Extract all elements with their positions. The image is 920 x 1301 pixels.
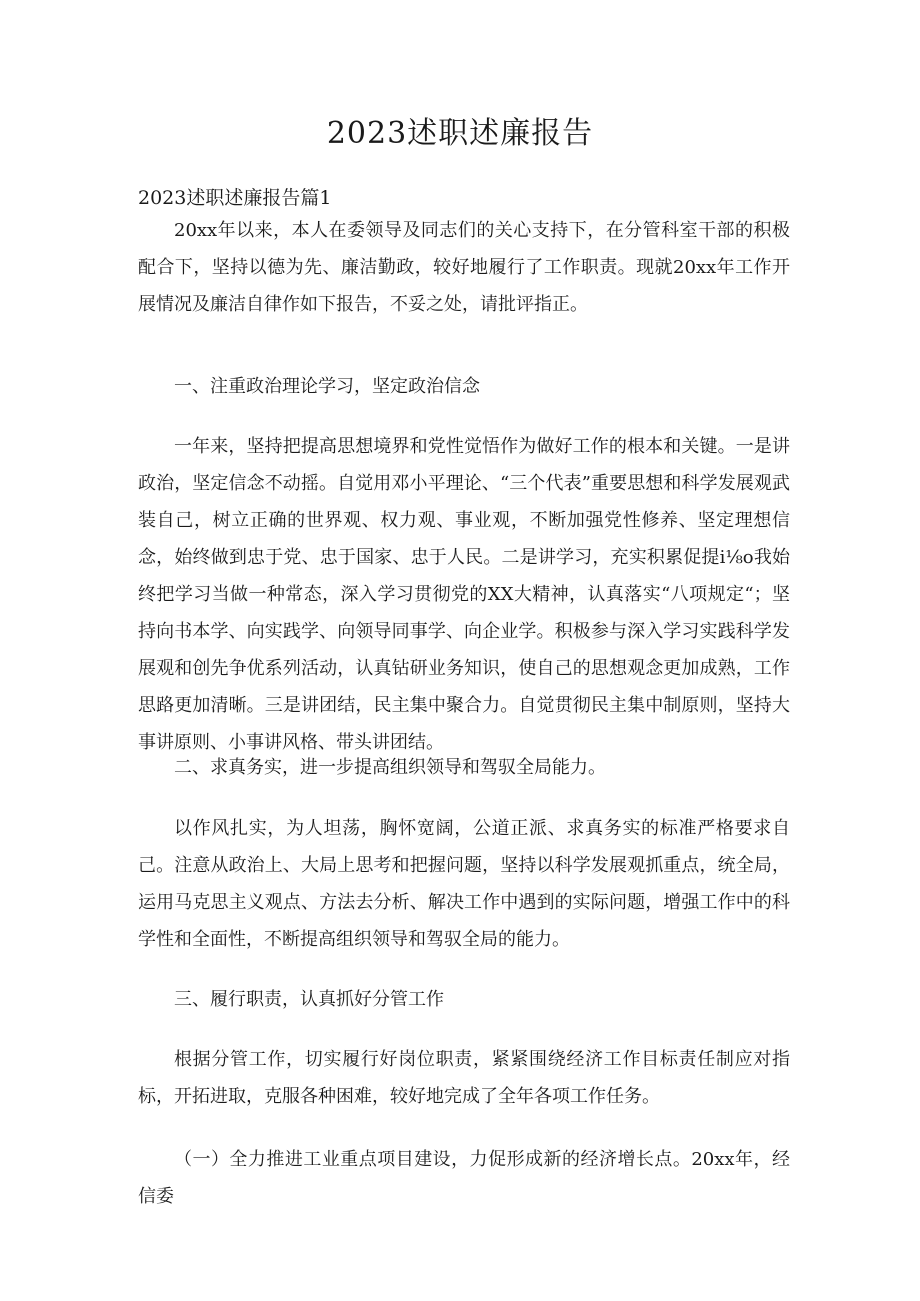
section-3-subitem-paragraph: （一）全力推进工业重点项目建设，力促形成新的经济增长点。20xx年，经信委 xyxy=(138,1149,790,1207)
intro-paragraph: 20xx年以来，本人在委领导及同志们的关心支持下，在分管科室干部的积极配合下，坚持以德为先、廉洁勤政，较好地履行了工作职责。现就20xx年工作开展情况及廉洁自律作如下报告，不妥之处，请批评指正。 xyxy=(138,220,790,315)
section-heading-3: 三、履行职责，认真抓好分管工作 xyxy=(174,989,444,1010)
section-3-paragraph: 根据分管工作，切实履行好岗位职责，紧紧围绕经济工作目标责任制应对指标，开拓进取，克服各种困难，较好地完成了全年各项工作任务。 xyxy=(138,1049,790,1107)
section-subtitle: 2023述职述廉报告篇1 xyxy=(138,187,332,209)
document-title: 2023述职述廉报告 xyxy=(326,116,594,151)
section-heading-1: 一、注重政治理论学习，坚定政治信念 xyxy=(174,376,480,397)
section-1-paragraph: 一年来，坚持把提高思想境界和党性觉悟作为做好工作的根本和关键。一是讲政治，坚定信念不动摇。自觉用邓小平理论、“三个代表”重要思想和科学发展观武装自己，树立正确的世界观、权力观、事业观，不断加强党性修养、坚定理想信念，始终做到忠于党、忠于国家、忠于人民。二是讲学习，充实积累促提i⅛o我始终把学习当做一种常态，深入学习贯彻党的XX大精神，认真落实“八项规定“；坚持向书本学、向实践学、向领导同事学、向企业学。积极参与深入学习实践科学发展观和创先争优系列活动，认真钻研业务知识，使自己的思想观念更加成熟，工作思路更加清晰。三是讲团结，民主集中聚合力。自觉贯彻民主集中制原则，坚持大事讲原则、小事讲风格、带头讲团结。 xyxy=(138,436,790,753)
section-2-paragraph: 以作风扎实，为人坦荡，胸怀宽阔，公道正派、求真务实的标准严格要求自己。注意从政治上、大局上思考和把握问题，坚持以科学发展观抓重点，统全局，运用马克思主义观点、方法去分析、解决工作中遇到的实际问题，增强工作中的科学性和全面性，不断提高组织领导和驾驭全局的能力。 xyxy=(138,818,790,950)
section-heading-2: 二、求真务实，进一步提高组织领导和驾驭全局能力。 xyxy=(174,757,606,778)
